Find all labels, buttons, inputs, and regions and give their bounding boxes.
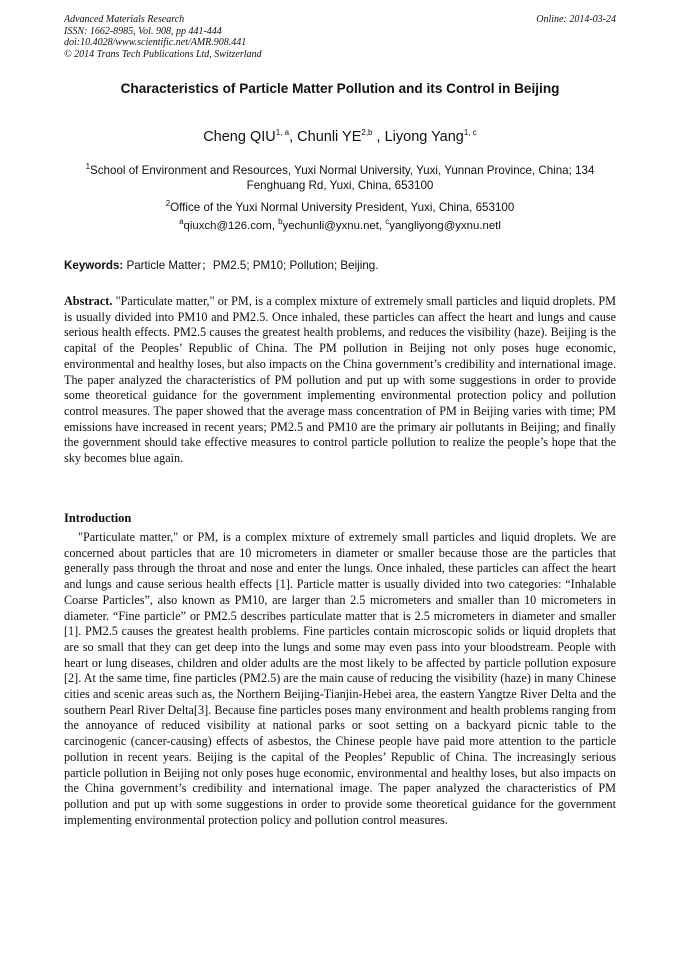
email-line [64, 217, 616, 232]
author-separator: , [289, 129, 298, 145]
author-list [64, 129, 616, 145]
abstract [64, 294, 616, 467]
email-mark: b [278, 217, 283, 227]
author-affiliation-mark: 2,b [361, 128, 373, 138]
journal-copyright: © 2014 Trans Tech Publications Ltd, Switzerland [64, 48, 262, 60]
keywords-label: Keywords: [64, 259, 124, 272]
journal-info [64, 14, 616, 60]
affiliation [64, 200, 616, 215]
email-mark: c [385, 217, 390, 227]
paper-title: Characteristics of Particle Matter Pollution and its Control in Beijing [120, 81, 560, 96]
journal-name: Advanced Materials Research [64, 14, 185, 25]
author-affiliation-mark: 1, a [275, 128, 290, 138]
abstract-label: Abstract. [64, 294, 113, 308]
author-affiliation-mark: 1, c [463, 128, 477, 138]
affiliation-mark: 1 [85, 162, 91, 172]
email-address[interactable]: qiuxch@126.com, [183, 220, 279, 232]
author-separator: , [372, 129, 385, 145]
author-name: Chunli YE [297, 129, 362, 145]
keywords-text: Particle Matter；PM2.5; PM10; Pollution; Beijing. [123, 259, 379, 272]
author-name: Liyong Yang [384, 129, 464, 145]
affiliation-text: School of Environment and Resources, Yuxi Normal University, Yuxi, Yunnan Province, China; 134 Fenghuang Rd, Yuxi, China, 653100 [90, 164, 595, 192]
author-name: Cheng QIU [203, 129, 276, 145]
abstract-text: "Particulate matter," or PM, is a complex mixture of extremely small particles and liquid droplets. PM is usually divided into PM10 and PM2.5. Once inhaled, these particles can affect the heart and lungs and cause serious health effects. PM2.5 causes the greatest health problems, and reduces the visibility (haze). Beijing is the capital of the Peoples’ Republic of China. The PM pollution in Beijing not only poses huge economic, environmental and healthy loses, but also impacts on the China government’s credibility and international image. The paper analyzed the characteristics of PM pollution and put up with some suggestions in order to provide some theoretical guidance for the government implementing environmental protection policy and pollution control measures. The paper showed that the average mass concentration of PM in Beijing varies with time; PM emissions have increased in recent years; PM2.5 and PM10 are the primary air pollutants in Beijing; and finally the government should take effective measures to control particle pollution to realize the people’s hope that the sky becomes blue again. [64, 294, 616, 466]
online-date: Online: 2014-03-24 [536, 14, 616, 25]
journal-header [64, 14, 616, 60]
email-mark: a [179, 217, 184, 227]
keywords [64, 257, 616, 273]
affiliation [64, 163, 616, 193]
affiliation-mark: 2 [165, 199, 171, 209]
email-address[interactable]: yechunli@yxnu.net, [282, 220, 386, 232]
journal-doi: doi:10.4028/www.scientific.net/AMR.908.441 [64, 37, 247, 48]
affiliation-text: Office of the Yuxi Normal University President, Yuxi, China, 653100 [170, 201, 515, 214]
email-address[interactable]: yangliyong@yxnu.netl [389, 220, 501, 232]
journal-issn: ISSN: 1662-8985, Vol. 908, pp 441-444 [64, 25, 222, 37]
section-heading-introduction: Introduction [64, 511, 132, 525]
introduction-paragraph: "Particulate matter," or PM, is a complex mixture of extremely small particles and liquid droplets. We are concerned about particles that are 10 micrometers in diameter or smaller because those are the particles that generally pass through the throat and nose and enter the lungs. Once inhaled, these particles can affect the heart and lungs and cause serious health effects [1]. Particle matter is usually divided into two categories: “Inhalable Coarse Particles”, also known as PM10, are larger than 2.5 micrometers and smaller than 10 micrometers in diameter. “Fine particle” or PM2.5 describes particulate matter that is 2.5 micrometers in diameter and smaller [1]. PM2.5 causes the greatest health problems. Fine particles contain microscopic solids or liquid droplets that are so small that they can get deep into the lungs and some may even pass into your bloodstream. People with heart or lung diseases, children and older adults are the most likely to be affected by particle pollution exposure [2]. At the same time, fine particles (PM2.5) are the main cause of reducing the visibility (haze) in many Chinese cities and scenic areas such as, the Northern Beijing-Tianjin-Hebei area, the eastern Yangtze River Delta and the southern Pearl River Delta[3]. Because fine particles poses many environment and health problems ranging from the annoyance of reduced visibility at national parks or soot setting on a backyard picnic table to the carcinogenic (cancer-causing) effects of asbestos, the Chinese people have paid more attention to the particle pollution in recent years. Beijing is the capital of the Peoples’ Republic of China. The increasingly serious particle pollution in Beijing not only poses huge economic, environmental and healthy loses, but also impacts on the China government’s credibility and international image. The paper analyzed the characteristics of PM pollution and put up with some suggestions in order to provide some theoretical guidance for the government implementing environmental protection policy and pollution control measures. [64, 530, 616, 827]
